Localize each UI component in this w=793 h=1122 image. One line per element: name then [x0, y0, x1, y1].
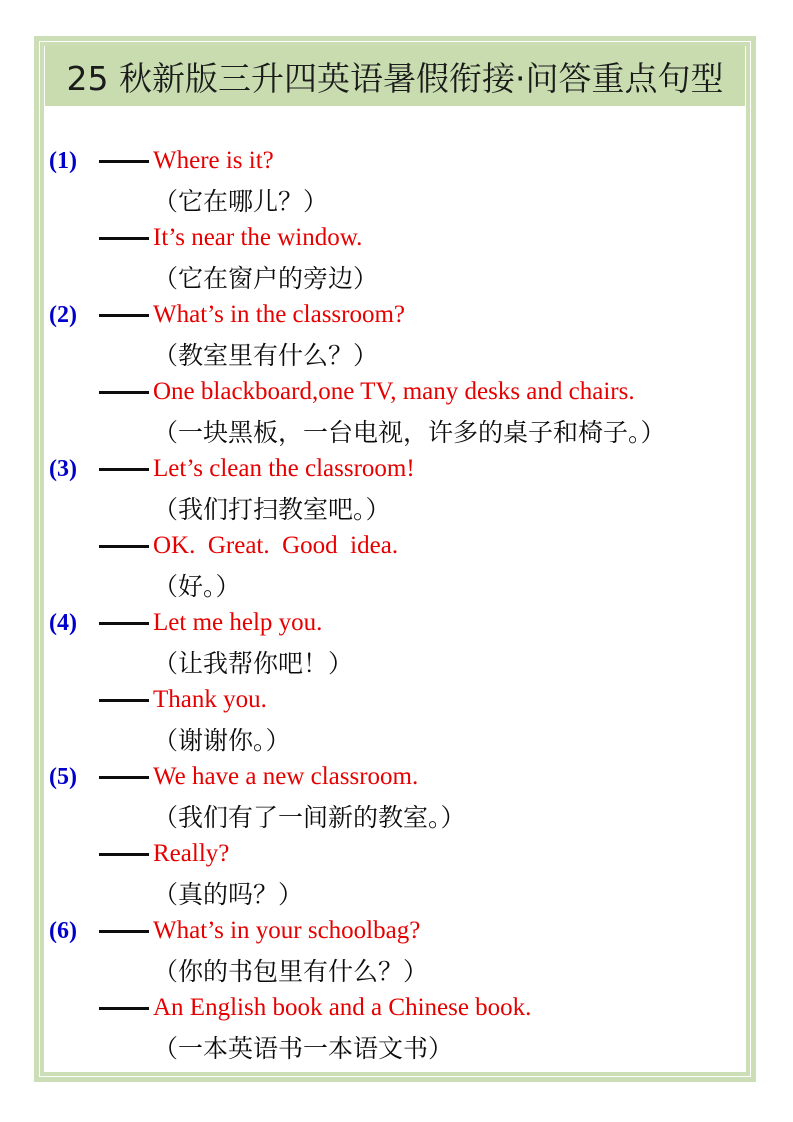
question-line — [49, 450, 746, 489]
answer-chinese-translation: （好。） — [153, 571, 241, 601]
english-answer: An English book and a Chinese book. — [153, 994, 532, 1022]
answer-line — [49, 527, 746, 566]
answer-translation-line — [49, 258, 746, 297]
answer-translation-line — [49, 1028, 746, 1067]
item-number: (3) — [49, 455, 77, 482]
dash-line — [99, 776, 149, 779]
english-question: What’s in the classroom? — [153, 301, 406, 329]
question-chinese-translation: （教室里有什么？） — [153, 340, 379, 370]
english-question: Let’s clean the classroom! — [153, 455, 415, 483]
question-translation-line — [49, 489, 746, 528]
question-chinese-translation: （你的书包里有什么？） — [153, 956, 429, 986]
question-translation-line — [49, 797, 746, 836]
item-number: (5) — [49, 763, 77, 790]
question-line — [49, 758, 746, 797]
question-translation-line — [49, 335, 746, 374]
dash-line — [99, 545, 149, 548]
answer-chinese-translation: （它在窗户的旁边） — [153, 263, 379, 293]
dash-line — [99, 468, 149, 471]
answer-chinese-translation: （谢谢你。） — [153, 725, 291, 755]
answer-line — [49, 681, 746, 720]
item-number: (1) — [49, 147, 77, 174]
english-answer: Thank you. — [153, 686, 267, 714]
dash-line — [99, 853, 149, 856]
question-chinese-translation: （它在哪儿？） — [153, 186, 329, 216]
english-question: We have a new classroom. — [153, 763, 419, 791]
answer-chinese-translation: （一块黑板，一台电视，许多的桌子和椅子。） — [153, 417, 666, 447]
answer-line — [49, 989, 746, 1028]
question-translation-line — [49, 951, 746, 990]
item-number: (4) — [49, 609, 77, 636]
answer-line — [49, 835, 746, 874]
dash-line — [99, 237, 149, 240]
dash-line — [99, 391, 149, 394]
answer-translation-line — [49, 412, 746, 451]
answer-line — [49, 219, 746, 258]
qa-item — [49, 450, 746, 604]
question-chinese-translation: （让我帮你吧！） — [153, 648, 354, 678]
answer-translation-line — [49, 566, 746, 605]
qa-list — [44, 142, 746, 1066]
item-number: (6) — [49, 917, 77, 944]
dash-line — [99, 930, 149, 933]
english-answer: One blackboard,one TV, many desks and chairs. — [153, 378, 635, 406]
question-line — [49, 296, 746, 335]
question-chinese-translation: （我们打扫教室吧。） — [153, 494, 391, 524]
dash-line — [99, 1007, 149, 1010]
question-line — [49, 604, 746, 643]
question-translation-line — [49, 181, 746, 220]
english-question: Where is it? — [153, 147, 274, 175]
question-line — [49, 912, 746, 951]
answer-translation-line — [49, 874, 746, 913]
answer-translation-line — [49, 720, 746, 759]
answer-chinese-translation: （真的吗？） — [153, 879, 304, 909]
qa-item — [49, 142, 746, 296]
english-answer: It’s near the window. — [153, 224, 363, 252]
dash-line — [99, 622, 149, 625]
page-frame — [34, 36, 756, 1082]
qa-item — [49, 758, 746, 912]
dash-line — [99, 160, 149, 163]
item-number: (2) — [49, 301, 77, 328]
qa-item — [49, 604, 746, 758]
qa-item — [49, 296, 746, 450]
english-question: What’s in your schoolbag? — [153, 917, 421, 945]
answer-line — [49, 373, 746, 412]
english-answer: Really? — [153, 840, 230, 868]
english-answer: OK. Great. Good idea. — [153, 532, 399, 560]
english-question: Let me help you. — [153, 609, 323, 637]
dash-line — [99, 314, 149, 317]
title-banner — [45, 46, 745, 106]
question-line — [49, 142, 746, 181]
dash-line — [99, 699, 149, 702]
page-frame-inner — [40, 42, 750, 1076]
qa-item — [49, 912, 746, 1066]
question-chinese-translation: （我们有了一间新的教室。） — [153, 802, 466, 832]
page-title: 25 秋新版三升四英语暑假衔接·问答重点句型 — [66, 58, 724, 98]
answer-chinese-translation: （一本英语书一本语文书） — [153, 1033, 454, 1063]
question-translation-line — [49, 643, 746, 682]
